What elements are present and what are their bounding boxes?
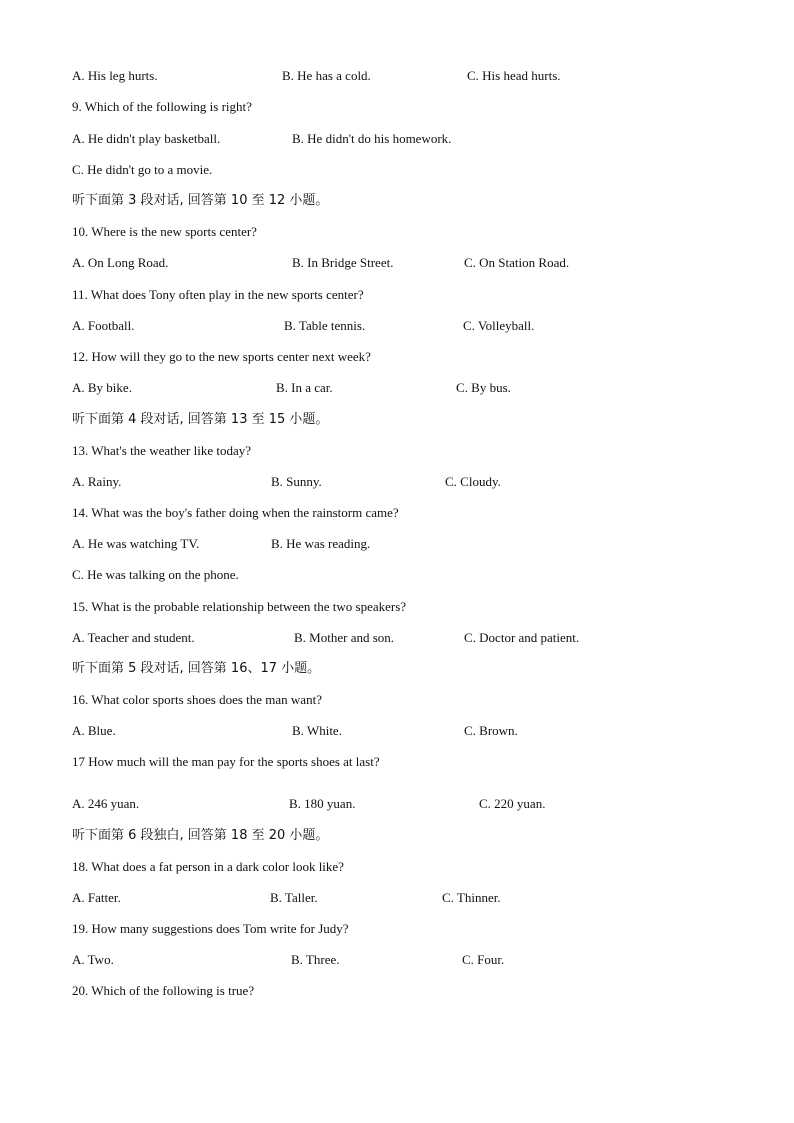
answer-option: B. In Bridge Street. bbox=[292, 255, 394, 270]
answer-option: B. White. bbox=[292, 723, 342, 738]
question-text: 17 How much will the man pay for the sports shoes at last? bbox=[72, 754, 380, 769]
answer-option: A. 246 yuan. bbox=[72, 796, 140, 811]
answer-option: B. Mother and son. bbox=[294, 630, 395, 645]
answer-option: A. On Long Road. bbox=[72, 255, 169, 270]
answer-option: A. Teacher and student. bbox=[72, 630, 195, 645]
answer-option: A. Blue. bbox=[72, 723, 116, 738]
answer-options-row bbox=[0, 255, 794, 271]
answer-options-row bbox=[0, 380, 794, 396]
answer-options-row bbox=[0, 796, 794, 812]
answer-option: B. 180 yuan. bbox=[289, 796, 356, 811]
answer-option: A. His leg hurts. bbox=[72, 68, 158, 83]
answer-option: C. Four. bbox=[462, 952, 505, 967]
answer-option: A. Two. bbox=[72, 952, 114, 967]
answer-options-row bbox=[0, 131, 794, 147]
answer-option: B. Taller. bbox=[270, 890, 318, 905]
answer-option: B. He was reading. bbox=[271, 536, 371, 551]
question-text: 15. What is the probable relationship between the two speakers? bbox=[72, 599, 407, 614]
answer-options-row bbox=[0, 723, 794, 739]
answer-option: C. By bus. bbox=[456, 380, 511, 395]
answer-option: C. On Station Road. bbox=[464, 255, 570, 270]
answer-option: A. By bike. bbox=[72, 380, 132, 395]
question-text: 11. What does Tony often play in the new sports center? bbox=[72, 287, 364, 302]
answer-options-row bbox=[0, 952, 794, 968]
answer-option: C. Volleyball. bbox=[463, 318, 535, 333]
answer-option: B. Three. bbox=[291, 952, 340, 967]
answer-options-row bbox=[0, 474, 794, 490]
section-instruction: 听下面第 4 段对话, 回答第 13 至 15 小题。 bbox=[72, 412, 329, 427]
answer-option: C. Doctor and patient. bbox=[464, 630, 580, 645]
question-text: C. He didn't go to a movie. bbox=[72, 162, 213, 177]
answer-option: A. He didn't play basketball. bbox=[72, 131, 221, 146]
question-text: C. He was talking on the phone. bbox=[72, 567, 239, 582]
question-text: 16. What color sports shoes does the man want? bbox=[72, 692, 322, 707]
section-instruction: 听下面第 6 段独白, 回答第 18 至 20 小题。 bbox=[72, 828, 329, 843]
answer-option: A. Rainy. bbox=[72, 474, 122, 489]
answer-options-row bbox=[0, 318, 794, 334]
question-text: 9. Which of the following is right? bbox=[72, 99, 252, 114]
question-text: 18. What does a fat person in a dark color look like? bbox=[72, 859, 344, 874]
answer-options-row bbox=[0, 536, 794, 552]
answer-option: C. 220 yuan. bbox=[479, 796, 546, 811]
section-instruction: 听下面第 3 段对话, 回答第 10 至 12 小题。 bbox=[72, 193, 329, 208]
answer-option: B. Sunny. bbox=[271, 474, 322, 489]
answer-option: C. His head hurts. bbox=[467, 68, 561, 83]
question-text: 12. How will they go to the new sports center next week? bbox=[72, 349, 371, 364]
question-text: 10. Where is the new sports center? bbox=[72, 224, 257, 239]
question-text: 13. What's the weather like today? bbox=[72, 443, 251, 458]
answer-option: A. Football. bbox=[72, 318, 135, 333]
answer-option: C. Cloudy. bbox=[445, 474, 501, 489]
answer-option: B. In a car. bbox=[276, 380, 333, 395]
answer-option: A. He was watching TV. bbox=[72, 536, 200, 551]
question-text: 20. Which of the following is true? bbox=[72, 983, 255, 998]
section-instruction: 听下面第 5 段对话, 回答第 16、17 小题。 bbox=[72, 661, 321, 676]
answer-option: C. Thinner. bbox=[442, 890, 501, 905]
answer-option: C. Brown. bbox=[464, 723, 518, 738]
answer-option: B. Table tennis. bbox=[284, 318, 366, 333]
question-text: 14. What was the boy's father doing when the rainstorm came? bbox=[72, 505, 399, 520]
answer-options-row bbox=[0, 890, 794, 906]
answer-options-row bbox=[0, 630, 794, 646]
answer-option: B. He didn't do his homework. bbox=[292, 131, 452, 146]
answer-option: A. Fatter. bbox=[72, 890, 121, 905]
answer-options-row bbox=[0, 68, 794, 84]
answer-option: B. He has a cold. bbox=[282, 68, 371, 83]
question-text: 19. How many suggestions does Tom write for Judy? bbox=[72, 921, 349, 936]
